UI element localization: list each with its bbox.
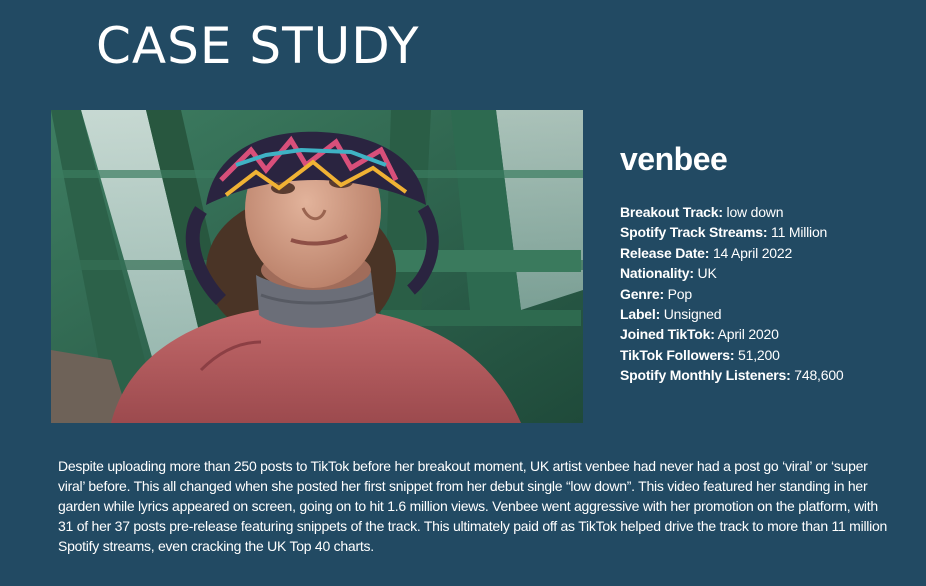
slide-title: CASE STUDY bbox=[96, 17, 420, 75]
artist-photo bbox=[51, 110, 583, 423]
fact-label: TikTok Followers: bbox=[620, 346, 735, 363]
fact-genre bbox=[620, 284, 920, 304]
artist-name: venbee bbox=[620, 141, 728, 177]
fact-label: Spotify Monthly Listeners: bbox=[620, 367, 791, 384]
fact-spotify-track-streams bbox=[620, 222, 920, 242]
fact-joined-tiktok bbox=[620, 324, 920, 344]
fact-value: 11 Million bbox=[771, 224, 828, 241]
fact-label: Label: bbox=[620, 306, 661, 323]
artist-facts bbox=[620, 202, 920, 386]
fact-tiktok-followers bbox=[620, 345, 920, 365]
fact-spotify-monthly-listeners bbox=[620, 365, 920, 385]
fact-value: April 2020 bbox=[717, 326, 779, 343]
fact-label: Breakout Track: bbox=[620, 204, 723, 220]
fact-label: Release Date: bbox=[620, 244, 710, 261]
case-study-description: Despite uploading more than 250 posts to TikTok before her breakout moment, UK artist venbee had never had a post go ‘viral’ or ‘super viral’ before. This all changed when she posted her first snippet from her debut single “low down”. This video featured her standing in her garden while lyrics appeared on screen, going on to hit 1.6 million views. Venbee went aggressive with her promotion on the platform, with 31 of her 37 posts pre-release featuring snippets of the track. This ultimately paid off as TikTok helped drive the track to more than 11 million Spotify streams, even cracking the UK Top 40 charts. bbox=[58, 458, 888, 554]
fact-label: Genre: bbox=[620, 285, 664, 302]
fact-release-date bbox=[620, 243, 920, 263]
fact-value: Unsigned bbox=[663, 306, 722, 323]
artist-photo-illustration bbox=[51, 110, 583, 423]
fact-label: Joined TikTok: bbox=[620, 326, 715, 343]
fact-nationality bbox=[620, 263, 920, 283]
fact-value: UK bbox=[697, 265, 717, 282]
fact-value: 14 April 2022 bbox=[712, 244, 793, 261]
fact-value: low down bbox=[726, 204, 784, 220]
fact-value: 748,600 bbox=[794, 367, 844, 384]
fact-label-record bbox=[620, 304, 920, 324]
fact-label: Spotify Track Streams: bbox=[620, 224, 768, 241]
fact-breakout-track bbox=[620, 202, 920, 222]
fact-value: Pop bbox=[667, 285, 692, 302]
fact-label: Nationality: bbox=[620, 265, 694, 282]
fact-value: 51,200 bbox=[738, 346, 780, 363]
